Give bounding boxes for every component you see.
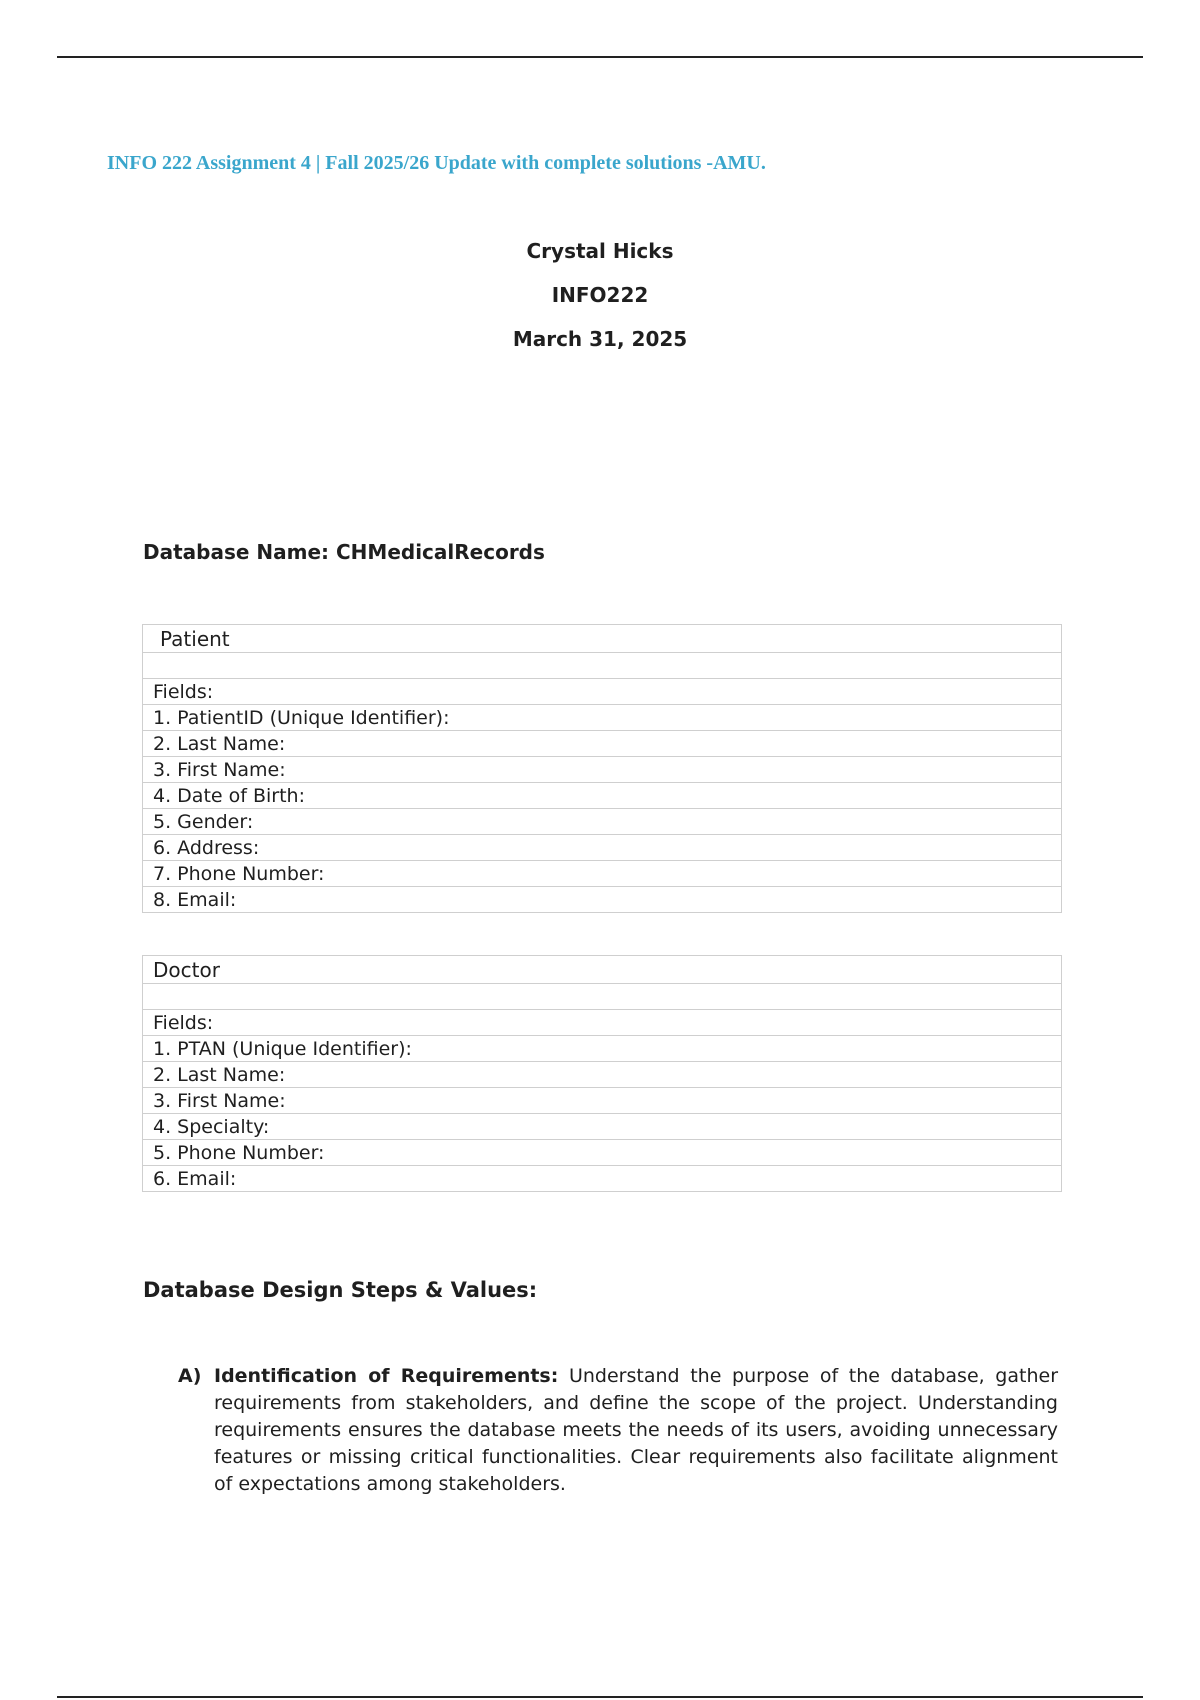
table-row — [143, 861, 1062, 887]
table-row — [143, 783, 1062, 809]
table-row — [143, 1010, 1062, 1036]
database-name: Database Name: CHMedicalRecords — [143, 540, 545, 564]
field-item: 6. Address: — [143, 835, 1062, 861]
table-row — [143, 705, 1062, 731]
field-item: 8. Email: — [143, 887, 1062, 913]
table-row — [143, 731, 1062, 757]
table-row — [143, 1166, 1062, 1192]
table-title-row — [143, 956, 1062, 984]
field-item: 5. Gender: — [143, 809, 1062, 835]
document-date: March 31, 2025 — [512, 327, 688, 351]
fields-label: Fields: — [143, 1010, 1062, 1036]
field-item: 3. First Name: — [143, 757, 1062, 783]
table-row — [143, 757, 1062, 783]
field-item: 2. Last Name: — [143, 1062, 1062, 1088]
patient-table — [142, 624, 1062, 913]
table-row — [143, 835, 1062, 861]
doctor-table — [142, 955, 1062, 1192]
field-item: 6. Email: — [143, 1166, 1062, 1192]
field-item: 2. Last Name: — [143, 731, 1062, 757]
table-row — [143, 1062, 1062, 1088]
design-step — [178, 1363, 1058, 1498]
field-item: 5. Phone Number: — [143, 1140, 1062, 1166]
field-item: 1. PTAN (Unique Identifier): — [143, 1036, 1062, 1062]
field-item: 3. First Name: — [143, 1088, 1062, 1114]
document-header: INFO 222 Assignment 4 | Fall 2025/26 Update with complete solutions -AMU. — [107, 152, 766, 174]
design-steps-heading: Database Design Steps & Values: — [143, 1278, 538, 1302]
step-marker: A) — [178, 1365, 202, 1387]
course-code: INFO222 — [551, 283, 649, 307]
table-row — [143, 809, 1062, 835]
table-row — [143, 679, 1062, 705]
table-row — [143, 1140, 1062, 1166]
table-spacer-row — [143, 984, 1062, 1010]
top-rule — [57, 56, 1143, 58]
author-name: Crystal Hicks — [526, 239, 674, 263]
table-row — [143, 1036, 1062, 1062]
table-spacer-row — [143, 653, 1062, 679]
field-item: 4. Date of Birth: — [143, 783, 1062, 809]
table-row — [143, 1114, 1062, 1140]
field-item: 7. Phone Number: — [143, 861, 1062, 887]
bottom-rule — [57, 1696, 1143, 1698]
step-body — [214, 1363, 1058, 1498]
table-title-row — [143, 625, 1062, 653]
table-title: Patient — [143, 625, 1062, 653]
table-row — [143, 887, 1062, 913]
step-label: Identification of Requirements: — [214, 1365, 559, 1387]
field-item: 4. Specialty: — [143, 1114, 1062, 1140]
step-text: Understand the purpose of the database, gather requirements from stakeholders, and define the scope of the project. Understanding requirements ensures the database meets the needs of its users, avoiding unnecessary features or missing critical functionalities. Clear requirements also facilitate alignment of expectations among stakeholders. — [214, 1365, 1059, 1495]
field-item: 1. PatientID (Unique Identifier): — [143, 705, 1062, 731]
table-title: Doctor — [143, 956, 1062, 984]
title-block — [0, 236, 1200, 368]
table-row — [143, 1088, 1062, 1114]
fields-label: Fields: — [143, 679, 1062, 705]
